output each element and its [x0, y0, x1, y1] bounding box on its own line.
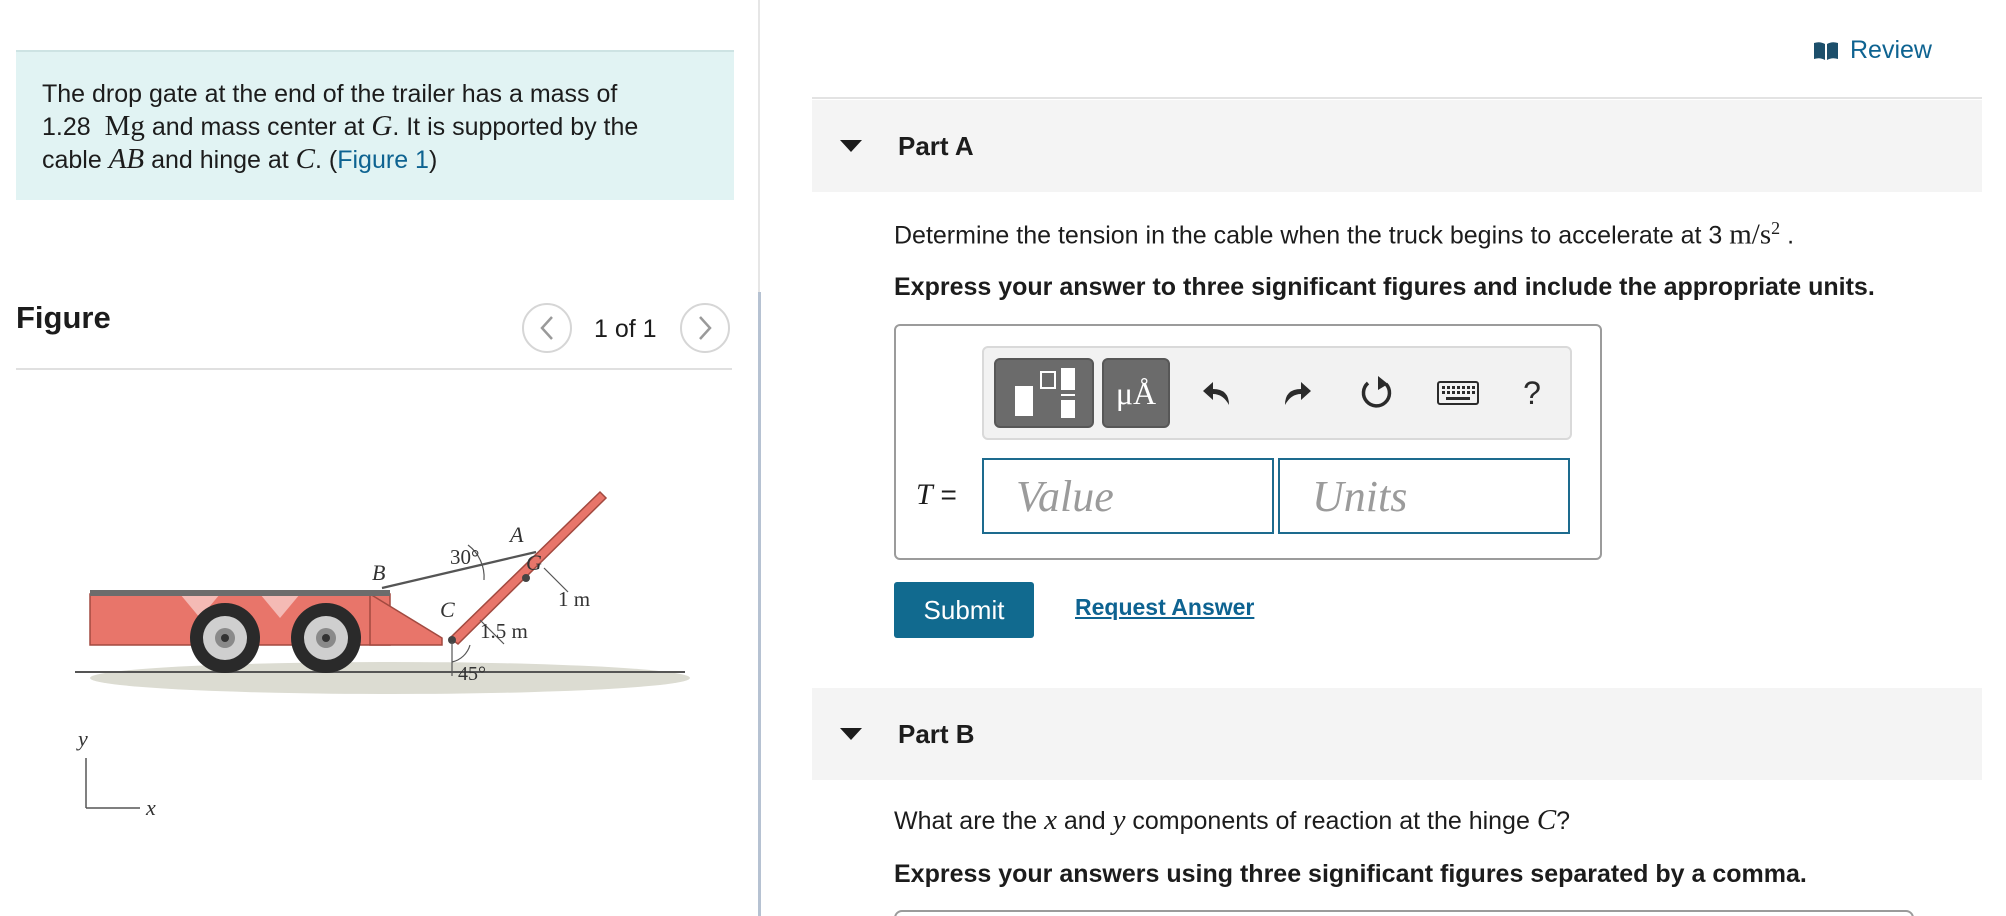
figure-divider	[16, 368, 732, 370]
problem-text-1: The drop gate at the end of the trailer has a mass of	[42, 80, 618, 108]
answer-variable-label	[916, 478, 957, 512]
templates-button[interactable]	[994, 358, 1094, 428]
axis-y-label: y	[78, 726, 88, 751]
header-divider	[812, 97, 1982, 99]
part-a-header[interactable]	[812, 100, 1982, 192]
reset-icon[interactable]	[1354, 370, 1398, 416]
part-b-question-1: What are the	[894, 807, 1045, 835]
caret-down-icon	[840, 140, 862, 152]
angle-45-arc	[452, 645, 470, 662]
wheel-front	[190, 603, 260, 673]
pane-scrollbar[interactable]	[758, 292, 761, 916]
help-button[interactable]: ?	[1523, 374, 1541, 411]
value-input[interactable]: Value	[982, 458, 1274, 534]
answer-equals: =	[932, 479, 957, 510]
part-b-question-4: ?	[1556, 807, 1571, 835]
part-a-title: Part A	[898, 130, 974, 161]
label-dim-1m: 1 m	[558, 587, 591, 611]
problem-text-6: . (	[315, 146, 338, 174]
trailer-rail	[90, 590, 390, 596]
wheel-rear	[291, 603, 361, 673]
part-a-answer-box	[894, 324, 1602, 560]
undo-icon[interactable]	[1196, 370, 1240, 416]
chevron-right-icon	[696, 315, 714, 341]
trailer-figure	[60, 470, 700, 830]
part-a-question	[894, 218, 1794, 251]
part-b-question-3: components of reaction at the hinge	[1125, 807, 1537, 835]
label-dim-15m: 1.5 m	[480, 619, 528, 643]
axis-x-label: x	[146, 795, 156, 820]
math-toolbar	[982, 346, 1572, 440]
problem-text-3: . It is supported by the	[392, 113, 639, 141]
problem-statement	[16, 50, 734, 200]
mass-center-symbol: G	[371, 110, 393, 142]
part-b-x: x	[1044, 804, 1057, 836]
label-angle-30: 30°	[450, 545, 480, 569]
units-input[interactable]: Units	[1278, 458, 1570, 534]
request-answer-link[interactable]: Request Answer	[1075, 594, 1255, 620]
ground-shadow	[90, 662, 690, 694]
part-b-title: Part B	[898, 718, 975, 749]
next-figure-button[interactable]	[680, 303, 730, 353]
part-a-question-exp: 2	[1771, 218, 1781, 238]
label-b: B	[372, 560, 386, 585]
part-b-y: y	[1112, 804, 1126, 836]
caret-down-icon	[840, 728, 862, 740]
center-g	[522, 574, 530, 582]
part-b-question-2: and	[1056, 807, 1113, 835]
cable-symbol: AB	[108, 143, 145, 175]
problem-text-2: and mass center at	[144, 113, 372, 141]
coordinate-axes	[76, 726, 156, 820]
part-b-answer-box	[894, 910, 1914, 916]
problem-text-5: and hinge at	[144, 146, 296, 174]
symbols-button[interactable]: μÅ	[1102, 358, 1170, 428]
figure-pagination	[522, 303, 732, 353]
chevron-left-icon	[538, 315, 556, 341]
review-label: Review	[1850, 36, 1932, 64]
mass-value: 1.28	[42, 113, 91, 141]
label-g: G	[526, 550, 542, 575]
label-angle-45: 45°	[458, 663, 486, 685]
part-a-question-suffix: .	[1780, 221, 1795, 250]
part-a-question-prefix: Determine the tension in the cable when the truck begins to accelerate at 3	[894, 221, 1730, 250]
mass-unit: Mg	[104, 110, 145, 142]
part-b-header[interactable]	[812, 688, 1982, 780]
part-b-instruction: Express your answers using three significant figures separated by a comma.	[894, 860, 1807, 888]
part-b-c: C	[1536, 804, 1557, 836]
hinge-symbol: C	[295, 143, 316, 175]
book-icon	[1812, 40, 1840, 62]
problem-text-4: cable	[42, 146, 109, 174]
left-pane	[0, 0, 760, 916]
templates-icon	[1011, 366, 1077, 420]
figure-page-count: 1 of 1	[594, 315, 657, 343]
keyboard-icon[interactable]	[1430, 370, 1486, 416]
label-a: A	[510, 522, 524, 547]
answer-variable: T	[916, 478, 933, 511]
problem-text-7: )	[428, 146, 438, 174]
review-link[interactable]	[1812, 36, 1932, 65]
submit-button[interactable]: Submit	[894, 582, 1034, 638]
previous-figure-button[interactable]	[522, 303, 572, 353]
part-b-question	[894, 804, 1570, 837]
figure-link[interactable]: Figure 1	[337, 146, 429, 174]
part-a-instruction: Express your answer to three significant figures and include the appropriate units.	[894, 273, 1875, 301]
label-c: C	[440, 597, 455, 622]
redo-icon[interactable]	[1274, 370, 1318, 416]
trailer-wedge	[370, 594, 442, 645]
figure-heading: Figure	[16, 300, 111, 335]
part-a-question-unit: m/s	[1729, 218, 1772, 251]
